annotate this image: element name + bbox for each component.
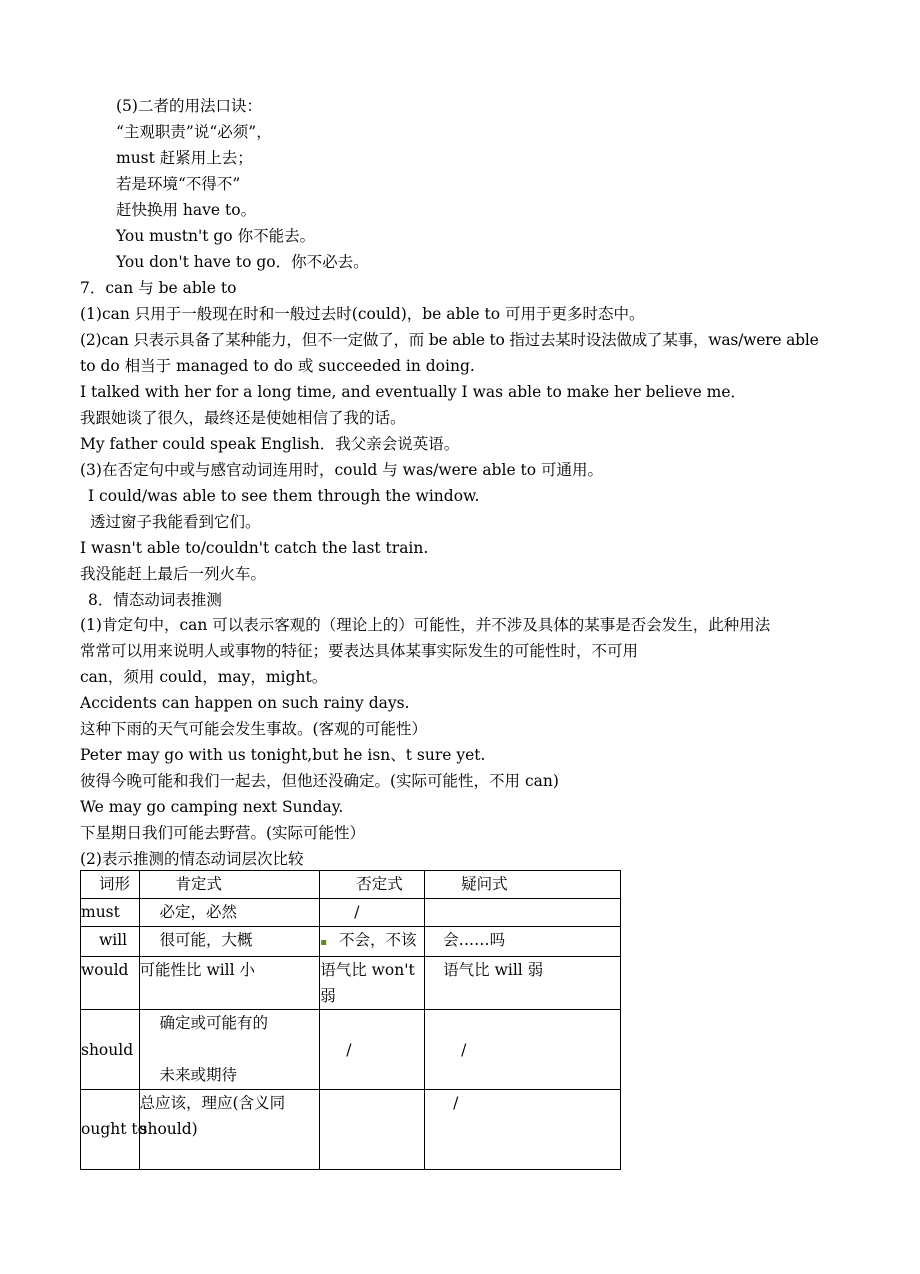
header-cell: 否定式	[320, 871, 425, 899]
cell-negative: /	[320, 899, 425, 927]
text-line: (3)在否定句中或与感官动词连用时，could 与 was/were able to 可通用。	[80, 461, 604, 479]
cell-question: /	[425, 1010, 621, 1090]
text-line: (1)can 只用于一般现在时和一般过去时(could)，be able to 可用于更多时态中。	[80, 305, 645, 323]
table-row	[81, 1090, 621, 1170]
cell-negative: 语气比 won't 弱	[320, 957, 425, 1010]
text-line: can，须用 could，may，might。	[80, 668, 328, 686]
text-line: I wasn't able to/couldn't catch the last train.	[80, 539, 429, 557]
table-row	[81, 927, 621, 957]
text-line: 若是环境“不得不”	[116, 175, 241, 193]
text-line: Peter may go with us tonight,but he isn、t sure yet.	[80, 746, 486, 764]
text-line: (2)表示推测的情态动词层次比较	[80, 850, 304, 868]
cell-question: /	[425, 1090, 621, 1170]
text-line: “主观职责”说“必须”，	[116, 123, 272, 141]
header-cell: 疑问式	[425, 871, 621, 899]
cell-negative: /	[320, 1010, 425, 1090]
text-line: must 赶紧用上去；	[116, 149, 253, 167]
cell-question: 语气比 will 弱	[425, 957, 621, 1010]
text-line: I talked with her for a long time, and eventually I was able to make her believe me．	[80, 383, 747, 401]
cell-word: should	[81, 1010, 140, 1090]
text-line: Accidents can happen on such rainy days.	[80, 694, 410, 712]
text-line: My father could speak English．我父亲会说英语。	[80, 435, 460, 453]
text-line: (5)二者的用法口诀：	[116, 97, 262, 115]
cell-word: would	[81, 957, 140, 1010]
text-line: 我没能赶上最后一列火车。	[80, 565, 267, 583]
table-header-row	[81, 871, 621, 899]
modal-verb-table	[80, 870, 621, 1170]
text-line: You mustn't go 你不能去。	[116, 227, 316, 245]
text-line: 下星期日我们可能去野营。(实际可能性）	[80, 824, 366, 842]
text-line: (1)肯定句中，can 可以表示客观的（理论上的）可能性，并不涉及具体的某事是否会发生，此种用法	[80, 616, 771, 634]
text-line: 透过窗子我能看到它们。	[90, 513, 261, 531]
table-row	[81, 1010, 621, 1090]
cell-question: 会……吗	[425, 927, 621, 957]
section-heading: 7．can 与 be able to	[80, 279, 237, 297]
text-line: 这种下雨的天气可能会发生事故。(客观的可能性）	[80, 720, 428, 738]
text-line: I could/was able to see them through the window.	[88, 487, 480, 505]
cell-word: must	[81, 899, 140, 927]
table-row	[81, 957, 621, 1010]
header-cell: 肯定式	[139, 871, 320, 899]
cell-positive: 必定，必然	[139, 899, 320, 927]
text-line: You don't have to go．你不必去。	[116, 253, 369, 271]
cell-word: will	[81, 927, 140, 957]
header-cell: 词形	[81, 871, 140, 899]
section-heading: 8．情态动词表推测	[88, 591, 222, 609]
text-line: (2)can 只表示具备了某种能力，但不一定做了，而 be able to 指过去某时设法做成了某事，was/were able	[80, 331, 819, 349]
cell-question	[425, 899, 621, 927]
cell-negative: ▪ 不会，不该	[320, 927, 425, 957]
cell-positive: 可能性比 will 小	[139, 957, 320, 1010]
text-line: 彼得今晚可能和我们一起去，但他还没确定。(实际可能性，不用 can)	[80, 772, 559, 790]
cell-positive: 确定或可能有的 未来或期待	[139, 1010, 320, 1090]
table-row	[81, 899, 621, 927]
text-line: 我跟她谈了很久，最终还是使她相信了我的话。	[80, 409, 406, 427]
text-line: 赶快换用 have to。	[116, 201, 257, 219]
text-line: We may go camping next Sunday.	[80, 798, 344, 816]
text-line: to do 相当于 managed to do 或 succeeded in doing.	[80, 357, 475, 375]
cell-word: ought to	[81, 1090, 140, 1170]
text-line: 常常可以用来说明人或事物的特征；要表达具体某事实际发生的可能性时，不可用	[80, 642, 639, 660]
cell-negative	[320, 1090, 425, 1170]
cell-positive: 很可能，大概	[139, 927, 320, 957]
cell-positive: 总应该，理应(含义同 should)	[139, 1090, 320, 1170]
marker-dot: ▪	[320, 937, 327, 948]
